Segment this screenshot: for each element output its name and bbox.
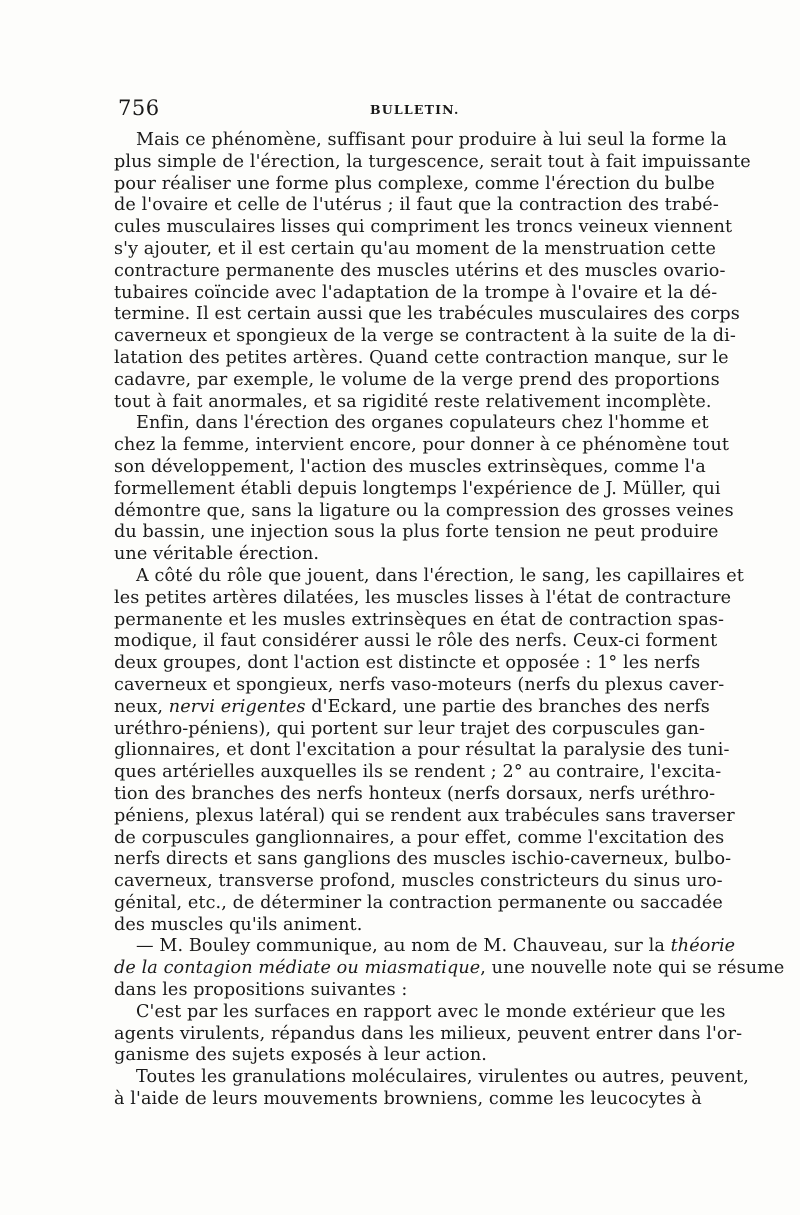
text-line: génital, etc., de déterminer la contraction permanente ou saccadée <box>114 892 723 913</box>
text-line: tion des branches des nerfs honteux (nerfs dorsaux, nerfs uréthro- <box>114 783 716 804</box>
text-line: A côté du rôle que jouent, dans l'érection, le sang, les capillaires et <box>136 565 744 586</box>
text-line: permanente et les musles extrinsèques en état de contraction spas- <box>114 609 725 630</box>
text-line: — M. Bouley communique, au nom de M. Chauveau, sur la théorie <box>136 936 736 957</box>
text-line: C'est par les surfaces en rapport avec le monde extérieur que les <box>136 1001 726 1022</box>
text-line: des muscles qu'ils animent. <box>114 914 363 935</box>
body-text <box>114 130 785 1111</box>
text-line: les petites artères dilatées, les muscles lisses à l'état de contracture <box>114 587 732 608</box>
text-line: contracture permanente des muscles utérins et des muscles ovario- <box>114 260 726 281</box>
text-line: tubaires coïncide avec l'adaptation de la trompe à l'ovaire et la dé- <box>114 282 718 303</box>
text-line: caverneux, transverse profond, muscles constricteurs du sinus uro- <box>114 871 723 892</box>
text-line: une véritable érection. <box>114 544 320 565</box>
text-line: de la contagion médiate ou miasmatique, une nouvelle note qui se résume <box>114 958 785 979</box>
text-line: Mais ce phénomène, suffisant pour produire à lui seul la forme la <box>136 130 727 150</box>
text-line: pour réaliser une forme plus complexe, comme l'érection du bulbe <box>114 173 715 194</box>
text-line: glionnaires, et dont l'excitation a pour résultat la paralysie des tuni- <box>114 740 730 761</box>
paragraph <box>114 1067 749 1111</box>
text-line: à l'aide de leurs mouvements browniens, comme les leucocytes à <box>114 1089 702 1110</box>
text-line: caverneux et spongieux de la verge se contractent à la suite de la di- <box>114 326 736 347</box>
text-line: tout à fait anormales, et sa rigidité reste relativement incomplète. <box>114 391 712 412</box>
text-line: son développement, l'action des muscles extrinsèques, comme l'a <box>114 456 706 477</box>
text-line: cules musculaires lisses qui compriment les troncs veineux viennent <box>114 217 733 238</box>
paragraph <box>114 130 751 413</box>
text-line: formellement établi depuis longtemps l'expérience de J. Müller, qui <box>114 478 721 499</box>
paragraph <box>114 565 744 937</box>
text-line: démontre que, sans la ligature ou la compression des grosses veines <box>114 500 734 521</box>
text-line: de l'ovaire et celle de l'utérus ; il faut que la contraction des trabé- <box>114 195 719 216</box>
page-header <box>118 96 686 122</box>
running-head: BULLETIN. <box>370 102 460 117</box>
text-line: de corpuscules ganglionnaires, a pour effet, comme l'excitation des <box>114 827 725 848</box>
paragraph <box>114 936 785 1001</box>
text-line: ganisme des sujets exposés à leur action. <box>114 1045 488 1066</box>
text-line: deux groupes, dont l'action est distincte et opposée : 1° les nerfs <box>114 653 701 674</box>
text-line: Toutes les granulations moléculaires, virulentes ou autres, peuvent, <box>136 1067 749 1088</box>
text-line: du bassin, une injection sous la plus forte tension ne peut produire <box>114 522 719 543</box>
text-line: uréthro-péniens), qui portent sur leur trajet des corpuscules gan- <box>114 718 705 739</box>
text-line: modique, il faut considérer aussi le rôle des nerfs. Ceux-ci forment <box>114 631 718 652</box>
paragraph <box>114 413 734 566</box>
text-line: s'y ajouter, et il est certain qu'au moment de la menstruation cette <box>114 238 716 259</box>
text-line: latation des petites artères. Quand cette contraction manque, sur le <box>114 347 729 368</box>
text-line: ques artérielles auxquelles ils se rendent ; 2° au contraire, l'excita- <box>114 762 722 783</box>
text-line: plus simple de l'érection, la turgescence, serait tout à fait impuissante <box>114 151 751 172</box>
text-line: nerfs directs et sans ganglions des muscles ischio-caverneux, bulbo- <box>114 849 732 870</box>
text-line: péniens, plexus latéral) qui se rendent aux trabécules sans traverser <box>114 805 735 826</box>
paragraph <box>114 1001 743 1067</box>
text-line: Enfin, dans l'érection des organes copulateurs chez l'homme et <box>136 413 709 434</box>
page-number: 756 <box>118 96 160 120</box>
text-line: neux, nervi erigentes d'Eckard, une partie des branches des nerfs <box>114 696 710 717</box>
text-line: cadavre, par exemple, le volume de la verge prend des proportions <box>114 369 720 390</box>
text-line: caverneux et spongieux, nerfs vaso-moteurs (nerfs du plexus caver- <box>114 674 725 695</box>
text-line: dans les propositions suivantes : <box>114 980 408 1001</box>
text-line: agents virulents, répandus dans les milieux, peuvent entrer dans l'or- <box>114 1023 743 1044</box>
text-line: termine. Il est certain aussi que les trabécules musculaires des corps <box>114 304 740 325</box>
text-line: chez la femme, intervient encore, pour donner à ce phénomène tout <box>114 435 730 456</box>
